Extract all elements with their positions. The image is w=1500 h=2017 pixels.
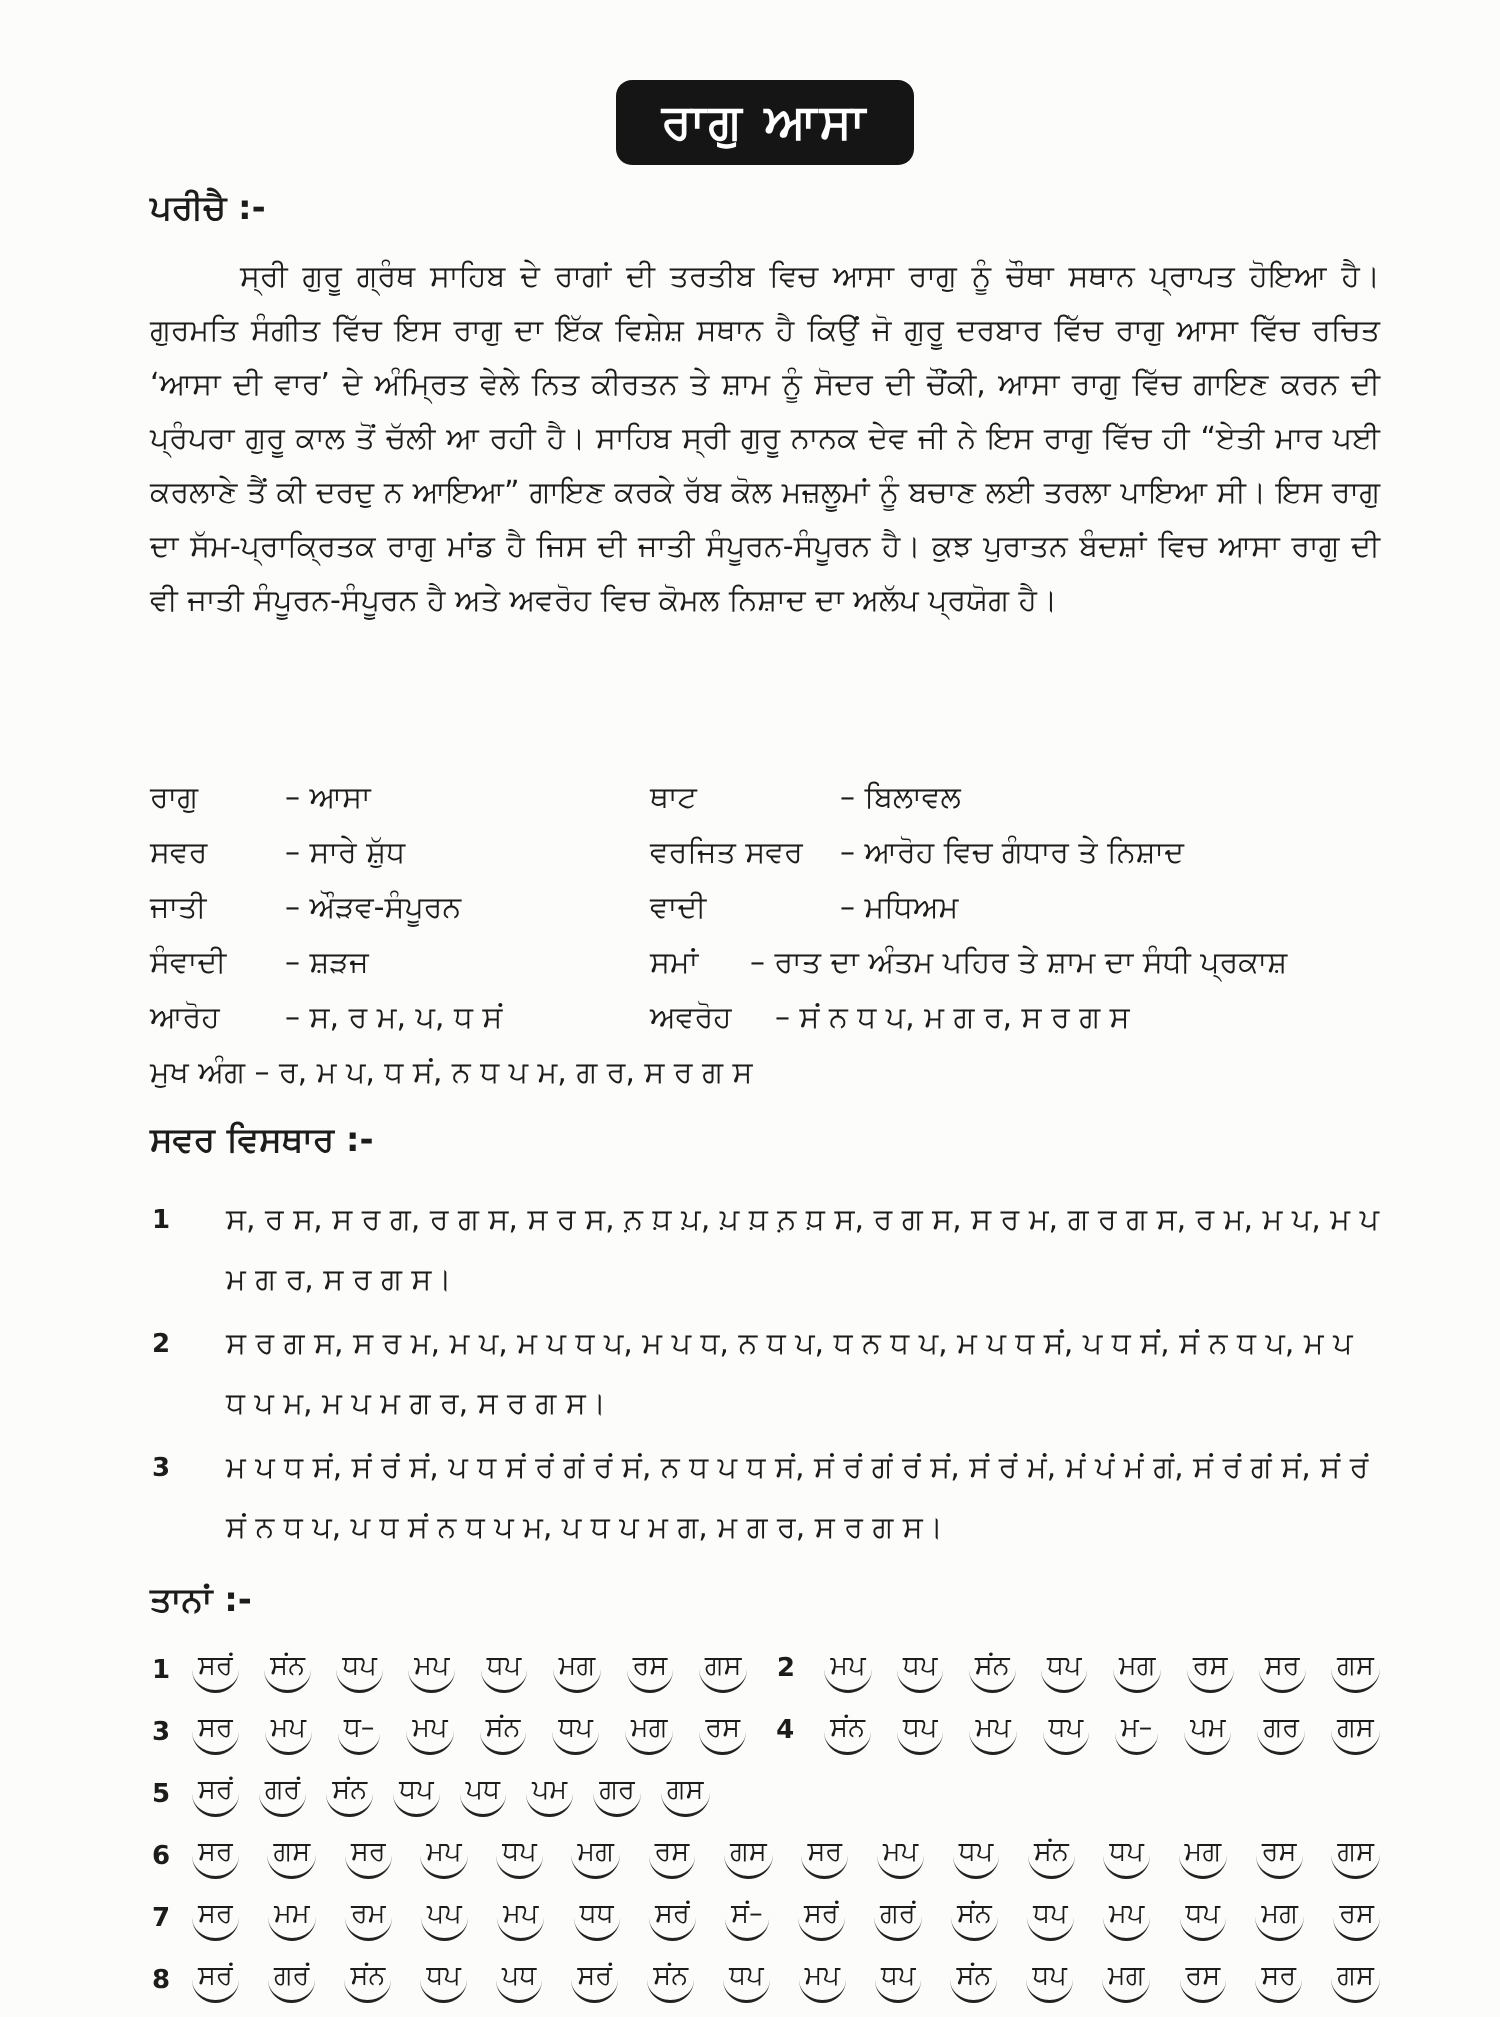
taan-unit: ਮਪ [420, 1831, 467, 1879]
taan-unit: ਸਰ [192, 1893, 239, 1941]
taan-unit: ਸਰਂ [192, 1769, 239, 1817]
taan-unit: ਮਪ [408, 1645, 455, 1693]
prop-value: – ਬਿਲਾਵਲ [840, 780, 961, 815]
taan-unit: ਰਸ [627, 1645, 674, 1693]
property-row [150, 1000, 1380, 1055]
taan-unit: ਧ– [338, 1707, 381, 1755]
taan-unit: ਗਰ [1257, 1707, 1305, 1755]
taan-unit: ਸਂਨ [344, 1955, 391, 2003]
prop-value: – ਸਾਰੇ ਸ਼ੁੱਧ [285, 835, 406, 870]
taan-unit: ਮਪ [969, 1707, 1016, 1755]
taan-unit: ਧਪ [897, 1645, 943, 1693]
taan-unit: ਧਪ [420, 1955, 466, 2003]
taan-unit: ਧਪ [1027, 1893, 1073, 1941]
property-row [150, 945, 1380, 1000]
taan-unit: ਮਪ [877, 1831, 924, 1879]
taan-unit: ਮਗ [1113, 1645, 1162, 1693]
prop-label: ਸੰਵਾਦੀ [150, 945, 227, 980]
taan-unit: ਧਪ [1041, 1645, 1087, 1693]
taan-unit: ਧਪ [875, 1955, 921, 2003]
taan-unit: ਧਪ [336, 1645, 382, 1693]
taan-unit: ਮਗ [571, 1831, 620, 1879]
raag-title: ਰਾਗੁ ਆਸਾ [616, 80, 915, 165]
taan-unit: ਮਪ [1103, 1893, 1150, 1941]
prop-label: ਸਮਾਂ [650, 945, 699, 980]
taan-unit: ਧਪ [1043, 1707, 1089, 1755]
taan-number: 3 [152, 1717, 171, 1747]
taan-unit: ਰਸ [1333, 1893, 1380, 1941]
taan-unit: ਧਪ [1103, 1831, 1149, 1879]
taan-unit: ਮਗ [1255, 1893, 1304, 1941]
taan-number: 1 [152, 1655, 171, 1685]
taan-unit: ਗਰਂ [874, 1893, 922, 1941]
taan-unit: ਰਸ [699, 1707, 746, 1755]
taan-unit: ਪਪ [421, 1893, 468, 1941]
prop-label: ਸਵਰ [150, 835, 208, 870]
taan-unit: ਗਸ [1331, 1831, 1380, 1879]
taan-list [150, 1645, 1380, 2017]
prop-label: ਅਵਰੋਹ [650, 1000, 732, 1035]
prop-label: ਰਾਗੁ [150, 780, 199, 815]
taan-units [192, 1893, 1380, 1941]
taan-number: 7 [152, 1903, 171, 1933]
taan-unit: ਸਂ– [725, 1893, 768, 1941]
taan-unit: ਸਂਨ [264, 1645, 311, 1693]
taan-row [150, 1893, 1380, 1955]
taan-unit: ਰਮ [345, 1893, 392, 1941]
taan-unit: ਧਪ [1026, 1955, 1072, 2003]
taan-unit: ਰਸ [649, 1831, 696, 1879]
taan-unit: ਰਸ [1180, 1955, 1227, 2003]
taan-unit: ਗਸ [699, 1645, 748, 1693]
taan-unit: ਰਸ [1187, 1645, 1234, 1693]
taan-unit: ਧਪ [897, 1707, 943, 1755]
taan-unit: ਗਸ [1331, 1955, 1380, 2003]
taan-unit: ਸਰ [192, 1707, 239, 1755]
taan-unit: ਸਰਂ [649, 1893, 696, 1941]
taan-number: 5 [152, 1779, 171, 1809]
taan-unit: ਸਂਨ [326, 1769, 373, 1817]
taan-unit: ਮਗ [1102, 1955, 1151, 2003]
taan-number: 8 [152, 1965, 171, 1995]
taan-unit: ਸਰਂ [571, 1955, 618, 2003]
taan-unit: ਪਮ [1184, 1707, 1231, 1755]
taan-unit: ਗਸ [1331, 1707, 1380, 1755]
taan-unit: ਸਰ [1259, 1645, 1306, 1693]
taan-row [150, 1707, 1380, 1769]
taan-unit: ਸਂਨ [1028, 1831, 1075, 1879]
taan-units [192, 1769, 1380, 1817]
heading-swar-vistar: ਸਵਰ ਵਿਸਥਾਰ :- [150, 1120, 374, 1160]
taan-unit: ਸਂਨ [480, 1707, 527, 1755]
prop-label: ਥਾਟ [650, 780, 697, 815]
taan-unit: ਮਗ [1179, 1831, 1228, 1879]
taan-unit: ਗਸ [1331, 1645, 1380, 1693]
property-row [150, 890, 1380, 945]
taan-unit: ਸਰ [192, 1831, 239, 1879]
taan-unit: ਸਰ [801, 1831, 848, 1879]
taan-unit: ਮ– [1115, 1707, 1158, 1755]
taan-unit: ਸਰਂ [192, 1955, 239, 2003]
item-text: ਸ, ਰ ਸ, ਸ ਰ ਗ, ਰ ਗ ਸ, ਸ ਰ ਸ, ਨ਼ ਧ਼ ਪ਼, ਪ਼ ਧ਼ ਨ਼ ਧ਼ ਸ, ਰ ਗ ਸ, ਸ ਰ ਮ, ਗ ਰ ਗ ਸ, ਰ ਮ, ਮ ਪ, ਮ ਪ ਮ ਗ ਰ, ਸ ਰ ਗ ਸ। [226, 1202, 1379, 1297]
taan-unit: ਮਪ [497, 1893, 544, 1941]
taan-unit: ਧਪ [953, 1831, 999, 1879]
property-row [150, 780, 1380, 835]
taan-unit: ਗਸ [267, 1831, 316, 1879]
taan-unit: ਸਰ [345, 1831, 392, 1879]
list-item [150, 1190, 1380, 1310]
taan-unit: ਸਰਂ [192, 1645, 239, 1693]
taan-units [192, 1645, 1380, 1693]
taan-units [192, 1831, 1380, 1879]
swar-vistar-list [150, 1190, 1380, 1562]
taan-unit: ਗਰ [593, 1769, 641, 1817]
taan-unit: ਧਪ [481, 1645, 527, 1693]
prop-label: ਵਰਜਿਤ ਸਵਰ [650, 835, 803, 870]
taan-row [150, 1645, 1380, 1707]
taan-unit: ਧਪ [552, 1707, 598, 1755]
item-text: ਸ ਰ ਗ ਸ, ਸ ਰ ਮ, ਮ ਪ, ਮ ਪ ਧ ਪ, ਮ ਪ ਧ, ਨ ਧ ਪ, ਧ ਨ ਧ ਪ, ਮ ਪ ਧ ਸਂ, ਪ ਧ ਸਂ, ਸਂ ਨ ਧ ਪ, ਮ ਪ ਧ ਪ ਮ, ਮ ਪ ਮ ਗ ਰ, ਸ ਰ ਗ ਸ। [226, 1326, 1353, 1421]
taan-unit: ਪਧ [496, 1955, 542, 2003]
prop-value: – ਆਸਾ [285, 780, 371, 815]
taan-unit: ਮਗ [553, 1645, 602, 1693]
list-item [150, 1438, 1380, 1558]
taan-unit: ਮਮ [268, 1893, 316, 1941]
heading-parichay: ਪਰੀਚੈ :- [150, 188, 266, 228]
taan-unit: ਧਪ [496, 1831, 542, 1879]
item-number: 2 [152, 1329, 171, 1359]
taan-unit: ਧਪ [1180, 1893, 1226, 1941]
taan-row [150, 1831, 1380, 1893]
taan-unit: ਰਸ [1256, 1831, 1303, 1879]
taan-row [150, 1769, 1380, 1831]
taan-unit: ਧਪ [723, 1955, 769, 2003]
taan-unit: ਸਰ [1255, 1955, 1302, 2003]
taan-row [150, 1955, 1380, 2017]
prop-value: – ਮਧਿਅਮ [840, 890, 959, 925]
mukh-ang: ਮੁਖ ਅੰਗ – ਰ, ਮ ਪ, ਧ ਸਂ, ਨ ਧ ਪ ਮ, ਗ ਰ, ਸ ਰ ਗ ਸ [150, 1055, 753, 1090]
item-text: ਮ ਪ ਧ ਸਂ, ਸਂ ਰਂ ਸਂ, ਪ ਧ ਸਂ ਰਂ ਗਂ ਰਂ ਸਂ, ਨ ਧ ਪ ਧ ਸਂ, ਸਂ ਰਂ ਗਂ ਰਂ ਸਂ, ਸਂ ਰਂ ਮਂ, ਮਂ ਪਂ ਮਂ ਗਂ, ਸਂ ਰਂ ਗਂ ਸਂ, ਸਂ ਰਂ ਸਂ ਨ ਧ ਪ, ਪ ਧ ਸਂ ਨ ਧ ਪ ਮ, ਪ ਧ ਪ ਮ ਗ, ਮ ਗ ਰ, ਸ ਰ ਗ ਸ। [226, 1450, 1369, 1545]
taan-unit: ਪਧ [460, 1769, 506, 1817]
heading-taan: ਤਾਨਾਂ :- [150, 1580, 252, 1620]
item-number: 1 [152, 1205, 171, 1235]
taan-unit: ਗਰਂ [268, 1955, 316, 2003]
taan-units [192, 1707, 1380, 1755]
taan-unit: ਸਰਂ [798, 1893, 845, 1941]
intro-paragraph: ਸ੍ਰੀ ਗੁਰੂ ਗ੍ਰੰਥ ਸਾਹਿਬ ਦੇ ਰਾਗਾਂ ਦੀ ਤਰਤੀਬ ਵਿਚ ਆਸਾ ਰਾਗੁ ਨੂੰ ਚੌਥਾ ਸਥਾਨ ਪ੍ਰਾਪਤ ਹੋਇਆ ਹੈ। ਗੁਰਮਤਿ ਸੰਗੀਤ ਵਿੱਚ ਇਸ ਰਾਗੁ ਦਾ ਇੱਕ ਵਿਸ਼ੇਸ਼ ਸਥਾਨ ਹੈ ਕਿਉਂ ਜੋ ਗੁਰੂ ਦਰਬਾਰ ਵਿੱਚ ਰਾਗੁ ਆਸਾ ਵਿੱਚ ਰਚਿਤ ‘ਆਸਾ ਦੀ ਵਾਰ’ ਦੇ ਅੰਮ੍ਰਿਤ ਵੇਲੇ ਨਿਤ ਕੀਰਤਨ ਤੇ ਸ਼ਾਮ ਨੂੰ ਸੋਦਰ ਦੀ ਚੌਂਕੀ, ਆਸਾ ਰਾਗੁ ਵਿੱਚ ਗਾਇਣ ਕਰਨ ਦੀ ਪ੍ਰੰਪਰਾ ਗੁਰੂ ਕਾਲ ਤੋਂ ਚੱਲੀ ਆ ਰਹੀ ਹੈ। ਸਾਹਿਬ ਸ੍ਰੀ ਗੁਰੂ ਨਾਨਕ ਦੇਵ ਜੀ ਨੇ ਇਸ ਰਾਗੁ ਵਿੱਚ ਹੀ “ਏਤੀ ਮਾਰ ਪਈ ਕਰਲਾਣੇ ਤੈਂ ਕੀ ਦਰਦੁ ਨ ਆਇਆ” ਗਾਇਣ ਕਰਕੇ ਰੱਬ ਕੋਲ ਮਜ਼ਲੂਮਾਂ ਨੂੰ ਬਚਾਣ ਲਈ ਤਰਲਾ ਪਾਇਆ ਸੀ। ਇਸ ਰਾਗੁ ਦਾ ਸੱਮ-ਪ੍ਰਾਕ੍ਰਿਤਕ ਰਾਗੁ ਮਾਂਡ ਹੈ ਜਿਸ ਦੀ ਜਾਤੀ ਸੰਪੂਰਨ-ਸੰਪੂਰਨ ਹੈ। ਕੁਝ ਪੁਰਾਤਨ ਬੰਦਸ਼ਾਂ ਵਿਚ ਆਸਾ ਰਾਗੁ ਦੀ ਵੀ ਜਾਤੀ ਸੰਪੂਰਨ-ਸੰਪੂਰਨ ਹੈ ਅਤੇ ਅਵਰੋਹ ਵਿਚ ਕੋਮਲ ਨਿਸ਼ਾਦ ਦਾ ਅਲੱਪ ਪ੍ਰਯੋਗ ਹੈ। [150, 259, 1380, 618]
prop-label: ਜਾਤੀ [150, 890, 207, 925]
taan-unit: ਮਪ [265, 1707, 312, 1755]
prop-value: – ਰਾਤ ਦਾ ਅੰਤਮ ਪਹਿਰ ਤੇ ਸ਼ਾਮ ਦਾ ਸੰਧੀ ਪ੍ਰਕਾਸ਼ [750, 945, 1288, 980]
prop-label: ਆਰੋਹ [150, 1000, 220, 1035]
title-wrap [150, 80, 1380, 165]
list-item [150, 1314, 1380, 1434]
taan-unit: ਮਪ [406, 1707, 453, 1755]
prop-value: – ਆਰੋਹ ਵਿਚ ਗੰਧਾਰ ਤੇ ਨਿਸ਼ਾਦ [840, 835, 1184, 870]
taan-number: 2 [776, 1653, 795, 1683]
taan-unit: ਮਪ [824, 1645, 871, 1693]
taan-number: 4 [776, 1715, 795, 1745]
property-row [150, 1055, 1380, 1110]
document-page [150, 80, 1380, 1995]
taan-unit: ਗਸ [724, 1831, 773, 1879]
prop-value: – ਔੜਵ-ਸੰਪੂਰਨ [285, 890, 462, 925]
taan-unit: ਗਸ [661, 1769, 710, 1817]
taan-unit: ਮਪ [799, 1955, 846, 2003]
taan-units [192, 1955, 1380, 2003]
taan-unit: ਸਂਨ [951, 1893, 998, 1941]
taan-unit: ਮਗ [625, 1707, 674, 1755]
item-number: 3 [152, 1453, 171, 1483]
taan-unit: ਧਧ [574, 1893, 620, 1941]
taan-number: 6 [152, 1841, 171, 1871]
prop-value: – ਸ, ਰ ਮ, ਪ, ਧ ਸਂ [285, 1000, 503, 1035]
taan-unit: ਪਮ [526, 1769, 573, 1817]
prop-label: ਵਾਦੀ [650, 890, 707, 925]
taan-unit: ਸਂਨ [824, 1707, 871, 1755]
taan-unit: ਧਪ [393, 1769, 439, 1817]
property-row [150, 835, 1380, 890]
taan-unit: ਸਂਨ [969, 1645, 1016, 1693]
raag-properties [150, 780, 1380, 1110]
prop-value: – ਸਂ ਨ ਧ ਪ, ਮ ਗ ਰ, ਸ ਰ ਗ ਸ [775, 1000, 1130, 1035]
taan-unit: ਸਂਨ [647, 1955, 694, 2003]
prop-value: – ਸ਼ੜਜ [285, 945, 369, 980]
taan-unit: ਗਰਂ [259, 1769, 307, 1817]
taan-unit: ਸਂਨ [950, 1955, 997, 2003]
